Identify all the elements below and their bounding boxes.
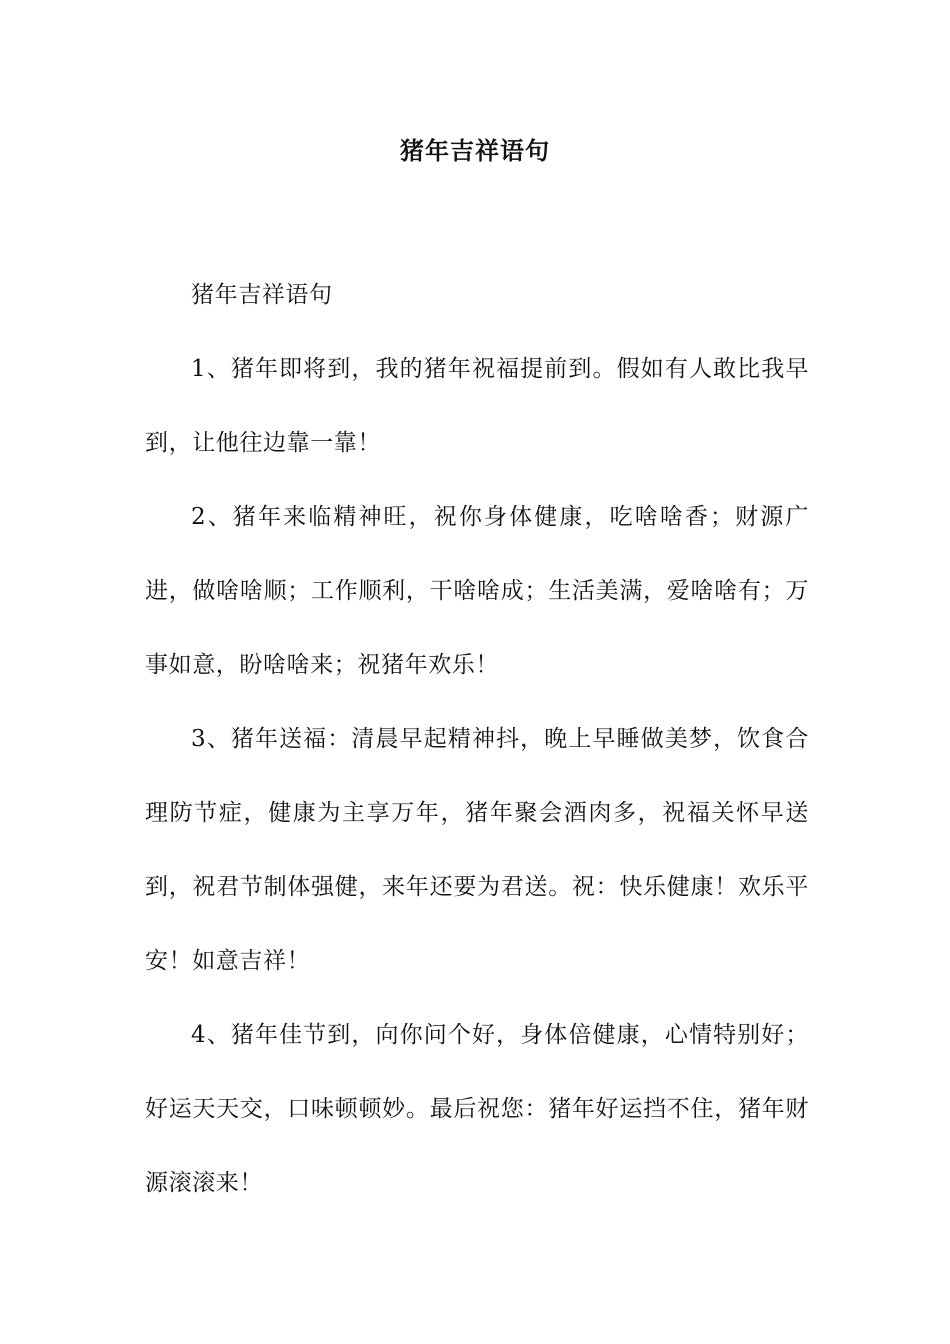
paragraph-subtitle: 猪年吉祥语句 [191, 282, 333, 308]
paragraph-2: 2、猪年来临精神旺，祝你身体健康，吃啥啥香；财源广进，做啥啥顺；工作顺利，干啥啥成；生活美满，爱啥啥有；万事如意，盼啥啥来；祝猪年欢乐！ [145, 504, 809, 678]
document-title: 猪年吉祥语句 [400, 136, 550, 165]
paragraph-3: 3、猪年送福：清晨早起精神抖，晚上早睡做美梦，饮食合理防节症，健康为主享万年，猪年聚会酒肉多，祝福关怀早送到，祝君节制体强健，来年还要为君送。祝：快乐健康！欢乐平安！如意吉祥！ [145, 726, 809, 974]
paragraph-4: 4、猪年佳节到，向你问个好，身体倍健康，心情特别好；好运天天交，口味顿顿妙。最后祝您：猪年好运挡不住，猪年财源滚滚来！ [145, 1022, 809, 1196]
document-body [145, 258, 809, 1220]
paragraph-1: 1、猪年即将到，我的猪年祝福提前到。假如有人敢比我早到，让他往边靠一靠！ [145, 356, 809, 456]
